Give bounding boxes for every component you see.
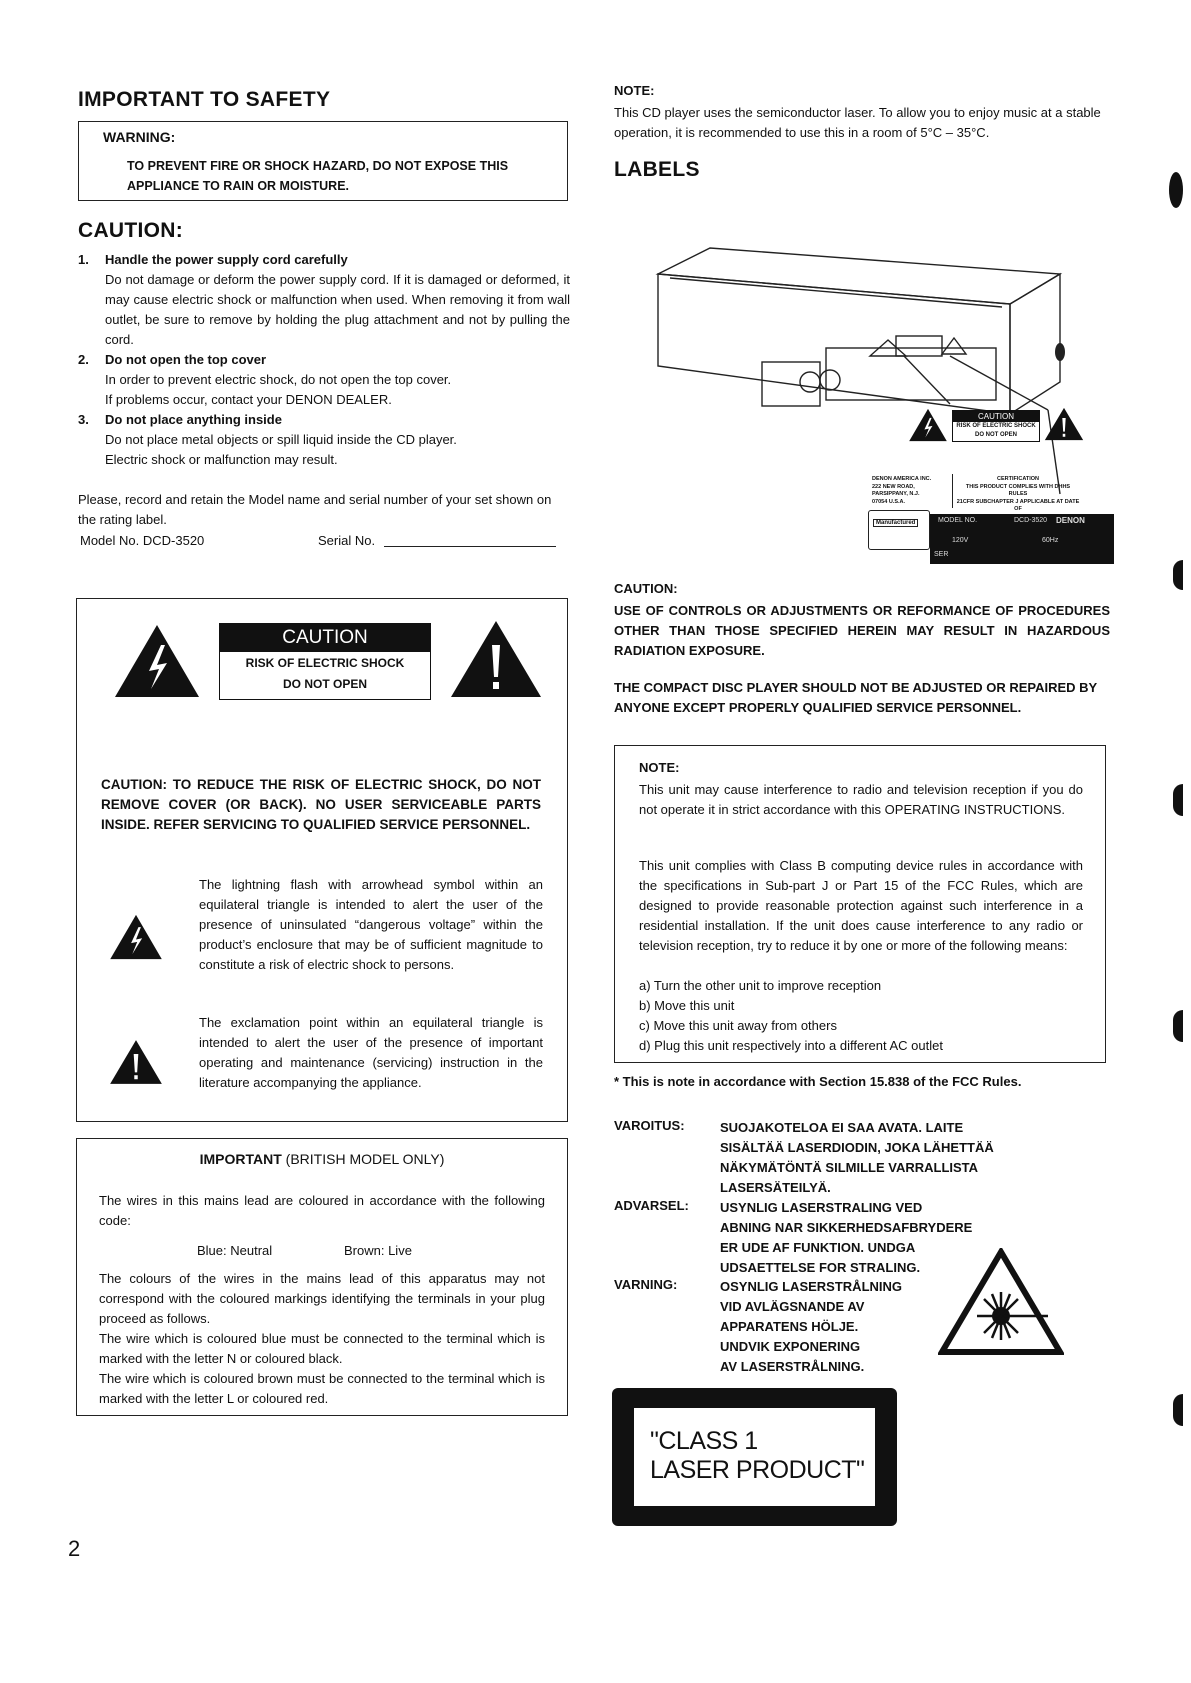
exclamation-triangle-icon (1044, 406, 1084, 442)
caution-banner-line2: DO NOT OPEN (282, 677, 367, 691)
british-para4: The wire which is coloured brown must be connected to the terminal which is marked with the letter L or coloured red. (99, 1371, 545, 1406)
british-title-rest: (BRITISH MODEL ONLY) (281, 1151, 445, 1167)
british-title (77, 1151, 567, 1167)
serial-underline (384, 546, 556, 547)
device-caution-donot: DO NOT OPEN (974, 432, 1017, 438)
binder-mark (1173, 560, 1183, 590)
fcc-note-text: This unit may cause interference to radio and television reception if you do not operate it in strict accordance with this OPERATING INSTRUCTIONS. (639, 782, 1083, 817)
rating-brand: DENON (1056, 516, 1085, 525)
rating-hz: 60Hz (1042, 537, 1059, 544)
shock-warning-box (76, 598, 568, 1122)
laser-caution-label: CAUTION: (614, 581, 678, 596)
binder-mark (1173, 1010, 1183, 1042)
labels-title: LABELS (614, 158, 700, 181)
british-para2: The colours of the wires in the mains lead of this apparatus may not correspond with the coloured markings identifying the terminals in your plug proceed as follows. (99, 1271, 545, 1326)
page-number: 2 (68, 1536, 81, 1561)
class1-label (612, 1388, 897, 1526)
caution-item-1 (78, 250, 570, 350)
varning-text: OSYNLIG LASERSTRÅLNING VID AVLÄGSNANDE AV APPARATENS HÖLJE. UNDVIK EXPONERING AV LASERSTRÅLNING. (720, 1279, 903, 1374)
british-title-bold: IMPORTANT (199, 1151, 282, 1167)
class1-line1: "CLASS 1 (650, 1427, 758, 1455)
fcc-means-list (639, 976, 1083, 1056)
lightning-triangle-icon (908, 408, 948, 442)
fcc-mean-item: d) Plug this unit respectively into a different AC outlet (639, 1038, 943, 1053)
laser-warning-icon (938, 1248, 1064, 1361)
compact-disc-text: THE COMPACT DISC PLAYER SHOULD NOT BE ADJUSTED OR REPAIRED BY ANYONE EXCEPT PROPERLY QUALIFIED SERVICE PERSONNEL. (614, 680, 1097, 715)
advarsel-text: USYNLIG LASERSTRALING VED ABNING NAR SIKKERHEDSAFBRYDERE ER UDE AF FUNKTION. UNDGA UDSAETTELSE FOR STRALING. (720, 1200, 973, 1275)
fcc-text: This unit complies with Class B computing device rules in accordance with the specifications in Sub-part J or Part 15 of the FCC Rules, which are designed to provide reasonable protection against such interference in a residential installation. If the unit does cause interference to any radio or television reception, try to reduce it by one or more of the following means: (639, 858, 1083, 953)
british-para1: The wires in this mains lead are coloured in accordance with the following code: (99, 1193, 545, 1228)
class1-inner (634, 1408, 875, 1506)
class1-line2: LASER PRODUCT" (650, 1456, 865, 1484)
lightning-triangle-icon (109, 913, 163, 961)
device-label-illustration (650, 244, 1110, 564)
safety-title: IMPORTANT TO SAFETY (78, 88, 331, 111)
lightning-text: The lightning flash with arrowhead symbol within an equilateral triangle is intended to alert the user of the presence of uninsulated “dangerous voltage” within the product’s enclosure that may be of sufficient magnitude to constitute a risk of electric shock to persons. (199, 877, 543, 972)
warning-label: WARNING: (103, 129, 176, 145)
laser-caution-text: USE OF CONTROLS OR ADJUSTMENTS OR REFORMANCE OF PROCEDURES OTHER THAN THOSE SPECIFIED HEREIN MAY RESULT IN HAZARDOUS RADIATION EXPOSURE. (614, 603, 1110, 658)
caution-item-3 (78, 410, 570, 470)
caution-item-body: Do not place metal objects or spill liquid inside the CD player. Electric shock or malfunction may result. (105, 432, 457, 467)
record-text: Please, record and retain the Model name and serial number of your set shown on the rating label. (78, 492, 552, 527)
caution-item-2 (78, 350, 570, 410)
caution-item-heading: Do not place anything inside (105, 412, 282, 427)
device-divider (952, 474, 953, 508)
manufactured-label: Manufactured (873, 519, 918, 527)
caution-item-body: In order to prevent electric shock, do not open the top cover. If problems occur, contact your DENON DEALER. (105, 372, 452, 407)
varoitus-text: SUOJAKOTELOA EI SAA AVATA. LAITE SISÄLTÄÄ LASERDIODIN, JOKA LÄHETTÄÄ NÄKYMÄTÖNTÄ SILMILLE VARRALLISTA LASERSÄTEILYÄ. (720, 1120, 994, 1195)
note-text: This CD player uses the semiconductor laser. To allow you to enjoy music at a stable operation, it is recommended to use this in a room of 5°C – 35°C. (614, 105, 1101, 140)
caution-item-num: 2. (78, 352, 89, 367)
rating-voltage: 120V (952, 537, 969, 544)
fcc-note-box (614, 745, 1106, 1063)
rating-plate (930, 514, 1114, 564)
binder-mark (1173, 1394, 1183, 1426)
fcc-footnote: * This is note in accordance with Section 15.838 of the FCC Rules. (614, 1074, 1022, 1089)
wire-brown: Brown: Live (344, 1243, 412, 1258)
british-para3: The wire which is coloured blue must be connected to the terminal which is marked with the letter N or coloured black. (99, 1331, 545, 1366)
binder-mark (1169, 172, 1183, 208)
exclamation-triangle-icon (449, 619, 543, 699)
fcc-mean-item: a) Turn the other unit to improve reception (639, 978, 882, 993)
rating-model-label: MODEL NO. (938, 517, 978, 524)
fcc-mean-item: b) Move this unit (639, 998, 735, 1013)
lightning-triangle-icon (113, 623, 201, 699)
caution-item-heading: Do not open the top cover (105, 352, 267, 367)
fcc-mean-item: c) Move this unit away from others (639, 1018, 837, 1033)
caution-banner-line1: RISK OF ELECTRIC SHOCK (245, 656, 405, 670)
caution-item-num: 3. (78, 412, 89, 427)
caution-item-body: Do not damage or deform the power supply cord. If it is damaged or deformed, it may cause electric shock or malfunction when used. When removing it from wall outlet, be sure to remove by holding the plug attachment and not by pulling the cord. (105, 272, 570, 347)
device-cert: CERTIFICATION THIS PRODUCT COMPLIES WITH DHHS RULES 21CFR SUBCHAPTER J APPLICABLE AT DATE OF (956, 476, 1080, 512)
device-caution-title: CAUTION (953, 411, 1039, 422)
caution-banner (219, 623, 431, 700)
binder-mark (1173, 784, 1183, 816)
exclamation-triangle-icon (109, 1039, 163, 1085)
fcc-note-label: NOTE: (639, 760, 680, 775)
caution-list (78, 250, 570, 470)
rating-ser: SER (934, 551, 949, 558)
manufactured-box (868, 510, 930, 550)
device-caution-label (952, 410, 1040, 442)
caution-banner-title: CAUTION (220, 624, 430, 652)
varoitus-label: VAROITUS: (614, 1118, 685, 1133)
caution-item-num: 1. (78, 252, 89, 267)
wire-blue: Blue: Neutral (197, 1243, 273, 1258)
shock-main-text: CAUTION: TO REDUCE THE RISK OF ELECTRIC SHOCK, DO NOT REMOVE COVER (OR BACK). NO USER SERVICEABLE PARTS INSIDE. REFER SERVICING TO QUALIFIED SERVICE PERSONNEL. (101, 777, 541, 832)
model-label: Model No. DCD-3520 (80, 533, 205, 548)
british-model-box (76, 1138, 568, 1416)
exclamation-text: The exclamation point within an equilateral triangle is intended to alert the user of the presence of important operating and maintenance (servicing) instruction in the literature accompanying the appliance. (199, 1015, 543, 1090)
varning-label: VARNING: (614, 1277, 678, 1292)
warning-box (78, 121, 568, 201)
device-address: DENON AMERICA INC. 222 NEW ROAD, PARSIPPANY, N.J. 07054 U.S.A. (872, 476, 932, 505)
caution-title: CAUTION: (78, 219, 184, 242)
rating-model-value: DCD-3520 (1014, 517, 1048, 524)
serial-label: Serial No. (318, 533, 376, 548)
warning-text: TO PREVENT FIRE OR SHOCK HAZARD, DO NOT EXPOSE THIS APPLIANCE TO RAIN OR MOISTURE. (127, 159, 509, 193)
device-caution-risk: RISK OF ELECTRIC SHOCK (956, 423, 1036, 429)
note-label: NOTE: (614, 83, 655, 98)
caution-item-heading: Handle the power supply cord carefully (105, 252, 348, 267)
advarsel-label: ADVARSEL: (614, 1198, 689, 1213)
